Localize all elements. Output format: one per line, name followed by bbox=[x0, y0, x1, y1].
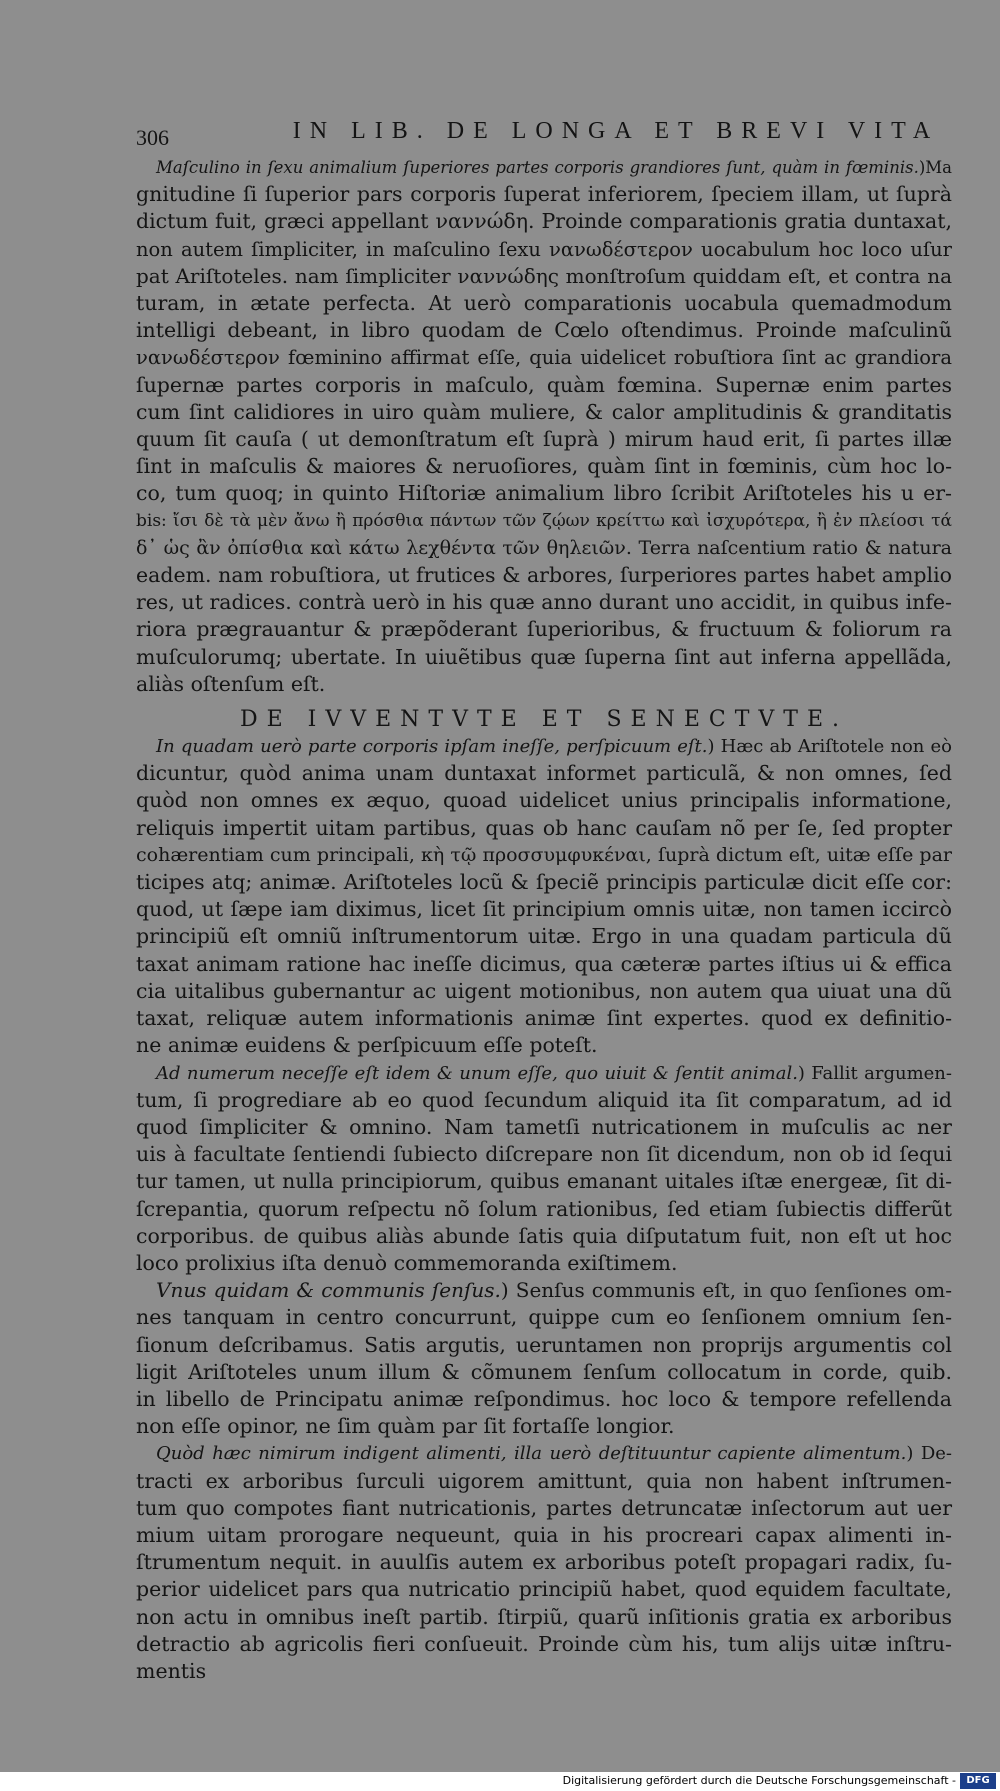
text-line bbox=[136, 372, 952, 399]
text-line bbox=[136, 1413, 952, 1440]
lemma-quote: Quòd hæc nimirum indigent alimenti, illa uerò deſtituuntur capiente alimentum. bbox=[156, 1443, 907, 1465]
line-text: νανωδέστερον fœminino affirmat eſſe, quia uidelicet robuſtiora ſint ac grandiora bbox=[136, 346, 952, 370]
text-line bbox=[136, 1468, 952, 1495]
text-line bbox=[136, 1141, 952, 1168]
paragraph-block-4 bbox=[136, 1277, 952, 1440]
line-text: quum ſit cauſa ( ut demonſtratum eſt ſuprà ) mirum haud erit, ſi partes illæ bbox=[136, 427, 952, 452]
line-text: ) Hæc ab Ariſtotele non eò bbox=[707, 736, 952, 758]
page-body bbox=[136, 118, 952, 1685]
text-line bbox=[136, 181, 952, 208]
line-text: ſcrepantia, quorum reſpectu nõ ſolum rationibus, ſed etiam ſubiectis differũt bbox=[136, 1196, 952, 1221]
line-text: cum ſint calidiores in uiro quàm muliere, & calor amplitudinis & granditatis bbox=[136, 399, 952, 424]
line-text: intelligi debeant, in libro quodam de Cœlo oſtendimus. Proinde maſculinũ bbox=[136, 318, 952, 343]
text-line bbox=[136, 644, 952, 671]
text-line bbox=[136, 1168, 952, 1195]
line-text: pat Ariſtoteles. nam ſimpliciter ναννώδης monſtroſum quiddam eſt, et contra na bbox=[136, 263, 952, 288]
paragraph-block-5 bbox=[136, 1440, 952, 1685]
text-line bbox=[136, 1522, 952, 1549]
line-text: principiũ eſt omniũ inſtrumentorum uitæ. Ergo in una quadam particula dũ bbox=[136, 924, 952, 949]
line-text: aliàs oſtenſum eſt. bbox=[136, 671, 326, 696]
line-text: tur tamen, ut nulla principiorum, quibus emanant uitales iſtæ energeæ, ſit di- bbox=[136, 1169, 952, 1194]
line-text: co, tum quoq; in quinto Hiſtoriæ animalium libro ſcribit Ariſtoteles his u er- bbox=[136, 481, 952, 506]
line-text: eadem. nam robuſtiora, ut frutices & arbores, ſurperiores partes habet amplio bbox=[136, 563, 952, 588]
line-text: δ᾿ ὡς ἂν ὀπίσθια καὶ κάτω λεχθέντα τῶν θηλειῶν. Terra naſcentium ratio & natura bbox=[136, 536, 952, 559]
text-line bbox=[136, 616, 952, 643]
line-text: quod ſimpliciter & omnino. Nam tametſi nutricationem in muſculis ac ner bbox=[136, 1114, 952, 1139]
line-text: ſupernæ partes corporis in maſculo, quàm fœmina. Supernæ enim partes bbox=[136, 372, 952, 397]
paragraph-block-3 bbox=[136, 1060, 952, 1278]
digitization-footer bbox=[0, 1772, 1000, 1791]
line-text: ſint in maſculis & maiores & neruoſiores, quàm ſint in fœminis, cùm hoc lo- bbox=[136, 454, 952, 479]
lemma-quote: Maſculino in ſexu animalium ſuperiores partes corporis grandiores ſunt, quàm in fœminis. bbox=[156, 158, 919, 177]
text-line bbox=[136, 426, 952, 453]
text-line bbox=[136, 290, 952, 317]
line-text: corporibus. de quibus aliàs abunde ſatis quia diſputatum fuit, non eſt ut hoc bbox=[136, 1223, 952, 1248]
line-text: ne animæ euidens & perſpicuum eſſe poteſt. bbox=[136, 1033, 598, 1058]
line-text: cia uitalibus gubernantur ac uigent motionibus, non autem qua uiuat una dũ bbox=[136, 978, 952, 1003]
line-text: ſionum deſcribamus. Satis argutis, ueruntamen non proprijs argumentis col bbox=[136, 1332, 952, 1357]
text-line bbox=[136, 154, 952, 181]
text-line bbox=[136, 1658, 952, 1685]
section-title: DE IVVENTVTE ET SENECTVTE. bbox=[239, 707, 849, 733]
line-text: cohærentiam cum principali, κὴ τῷ προσσυμφυκέναι, ſuprà dictum eſt, uitæ eſſe par bbox=[136, 843, 952, 866]
line-text: mium uitam prorogare nequeunt, quia in his procreari capax alimenti in- bbox=[136, 1522, 952, 1547]
text-line bbox=[136, 589, 952, 616]
line-text: non autem ſimpliciter, in maſculino ſexu νανωδέστερον uocabulum hoc loco uſur bbox=[136, 237, 952, 261]
text-line bbox=[136, 1250, 952, 1277]
text-line bbox=[136, 1604, 952, 1631]
text-line bbox=[136, 263, 952, 290]
line-text: in libello de Principatu animæ reſpondimus. hoc loco & tempore refellenda bbox=[136, 1386, 952, 1411]
line-text: mentis bbox=[136, 1658, 207, 1683]
text-line bbox=[136, 923, 952, 950]
text-line bbox=[136, 317, 952, 344]
text-line bbox=[136, 1549, 952, 1576]
lemma-quote: Vnus quidam & communis ſenſus. bbox=[156, 1278, 501, 1303]
text-line bbox=[136, 344, 952, 371]
text-line bbox=[136, 951, 952, 978]
text-line bbox=[136, 787, 952, 814]
line-text: ligit Ariſtoteles unum illum & cõmunem ſenſum collocatum in corde, quib. bbox=[136, 1359, 952, 1384]
line-text: dicuntur, quòd anima unam duntaxat informet particulã, & non omnes, ſed bbox=[136, 761, 952, 786]
text-line bbox=[136, 978, 952, 1005]
line-text: ) Senſus communis eſt, in quo ſenſiones om- bbox=[500, 1278, 953, 1303]
text-line bbox=[136, 1576, 952, 1603]
text-line bbox=[136, 1386, 952, 1413]
text-line bbox=[136, 1005, 952, 1032]
line-text: ) De- bbox=[906, 1443, 952, 1465]
text-line bbox=[136, 815, 952, 842]
line-text: bis: ἴσι δὲ τὰ μὲν ἄνω ἢ πρόσθια πάντων τῶν ζῴων κρείττω καὶ ἰσχυρότερα, ἢ ἐν πλείοσι τά bbox=[136, 510, 952, 531]
line-text: reliquis impertit uitam partibus, quas ob hanc cauſam nõ per ſe, ſed propter bbox=[136, 815, 952, 840]
line-text: ſtrumentum nequit. in auulſis autem ex arboribus poteſt propagari radix, ſu- bbox=[136, 1550, 952, 1575]
footer-credit: Digitalisierung gefördert durch die Deutsche Forschungsgemeinschaft - bbox=[562, 1774, 956, 1787]
text-line bbox=[136, 1087, 952, 1114]
text-line bbox=[136, 453, 952, 480]
text-line bbox=[136, 1359, 952, 1386]
text-line bbox=[136, 535, 952, 562]
text-line bbox=[136, 869, 952, 896]
line-text: nes tanquam in centro concurrunt, quippe cum eo ſenſionem omnium ſen- bbox=[136, 1305, 952, 1330]
text-line bbox=[136, 1332, 952, 1359]
text-line bbox=[136, 1223, 952, 1250]
line-text: tum, ſi progrediare ab eo quod ſecundum aliquid ita ſit comparatum, ad id bbox=[136, 1087, 952, 1112]
paragraph-block-1 bbox=[136, 154, 952, 698]
text-line bbox=[136, 236, 952, 263]
line-text: )Ma bbox=[918, 158, 952, 177]
text-line bbox=[136, 671, 952, 698]
running-title: IN LIB. DE LONGA ET BREVI VITA bbox=[292, 118, 940, 144]
line-text: ) Fallit argumen- bbox=[797, 1062, 952, 1084]
text-line bbox=[136, 208, 952, 235]
text-line bbox=[136, 1277, 952, 1304]
line-text: gnitudine ſi ſuperior pars corporis ſuperat inferiorem, ſpeciem illam, ut ſuprà bbox=[136, 182, 952, 207]
lemma-quote: In quadam uerò parte corporis ipſam ineſſe, perſpicuum eſt. bbox=[156, 736, 708, 758]
text-line bbox=[136, 733, 952, 760]
line-text: quòd non omnes ex æquo, quoad uidelicet unius principalis informatione, bbox=[136, 788, 952, 813]
line-text: non eſſe opinor, ne ſim quàm par ſit fortaſſe longior. bbox=[136, 1414, 675, 1439]
line-text: res, ut radices. contrà uerò in his quæ anno durant uno accidit, in quibus infe- bbox=[136, 590, 952, 615]
text-line bbox=[136, 562, 952, 589]
text-line bbox=[136, 896, 952, 923]
text-line bbox=[136, 399, 952, 426]
page-number: 306 bbox=[136, 125, 169, 150]
line-text: non actu in omnibus ineſt partib. ſtirpiũ, quarũ inſitionis gratia ex arboribus bbox=[136, 1604, 952, 1629]
dfg-logo: DFG bbox=[960, 1773, 996, 1789]
text-line bbox=[136, 760, 952, 787]
text-line bbox=[136, 842, 952, 869]
line-text: loco prolixius iſta denuò commemoranda exiſtimem. bbox=[136, 1250, 678, 1275]
line-text: taxat animam ratione hac ineſſe dicimus, qua cæteræ partes iſtius ui & effica bbox=[136, 951, 952, 976]
text-line bbox=[136, 508, 952, 535]
line-text: detractio ab agricolis fieri conſueuit. Proinde cùm his, tum alijs uitæ inſtru- bbox=[136, 1631, 952, 1656]
text-line bbox=[136, 1060, 952, 1087]
line-text: tum quo compotes fiant nutricationis, partes detruncatæ inſectorum aut uer bbox=[136, 1495, 952, 1520]
line-text: muſculorumq; ubertate. In uiuẽtibus quæ ſuperna ſint aut inferna appellãda, bbox=[136, 644, 952, 669]
line-text: quod, ut ſæpe iam diximus, licet ſit principium omnis uitæ, non tamen iccircò bbox=[136, 897, 952, 922]
text-line bbox=[136, 1196, 952, 1223]
line-text: perior uidelicet pars qua nutricatio principiũ habet, quod equidem facultate, bbox=[136, 1577, 952, 1602]
line-text: turam, in ætate perfecta. At uerò comparationis uocabula quemadmodum bbox=[136, 291, 952, 316]
text-line bbox=[136, 1032, 952, 1059]
line-text: dictum fuit, græci appellant ναννώδη. Proinde comparationis gratia duntaxat, bbox=[136, 209, 952, 234]
text-line bbox=[136, 1631, 952, 1658]
text-line bbox=[136, 1495, 952, 1522]
line-text: taxat, reliquæ autem informationis animæ ſint expertes. quod ex definitio- bbox=[136, 1006, 952, 1031]
text-line bbox=[136, 1304, 952, 1331]
text-line bbox=[136, 480, 952, 507]
line-text: ticipes atq; animæ. Ariſtoteles locũ & ſpeciẽ principis particulæ dicit eſſe cor: bbox=[136, 870, 952, 895]
text-line bbox=[136, 1440, 952, 1467]
line-text: tracti ex arboribus ſurculi uigorem amittunt, quia non habent inſtrumen- bbox=[136, 1468, 952, 1493]
text-line bbox=[136, 1114, 952, 1141]
lemma-quote: Ad numerum neceſſe eſt idem & unum eſſe, quo uiuit & ſentit animal. bbox=[156, 1062, 798, 1084]
line-text: uis à facultate ſentiendi ſubiecto diſcrepare non ſit dicendum, non ob id ſequi bbox=[136, 1142, 952, 1167]
paragraph-block-2 bbox=[136, 733, 952, 1059]
page-header bbox=[136, 118, 952, 154]
line-text: riora prægrauantur & præpõderant ſuperioribus, & fructuum & foliorum ra bbox=[136, 617, 952, 642]
